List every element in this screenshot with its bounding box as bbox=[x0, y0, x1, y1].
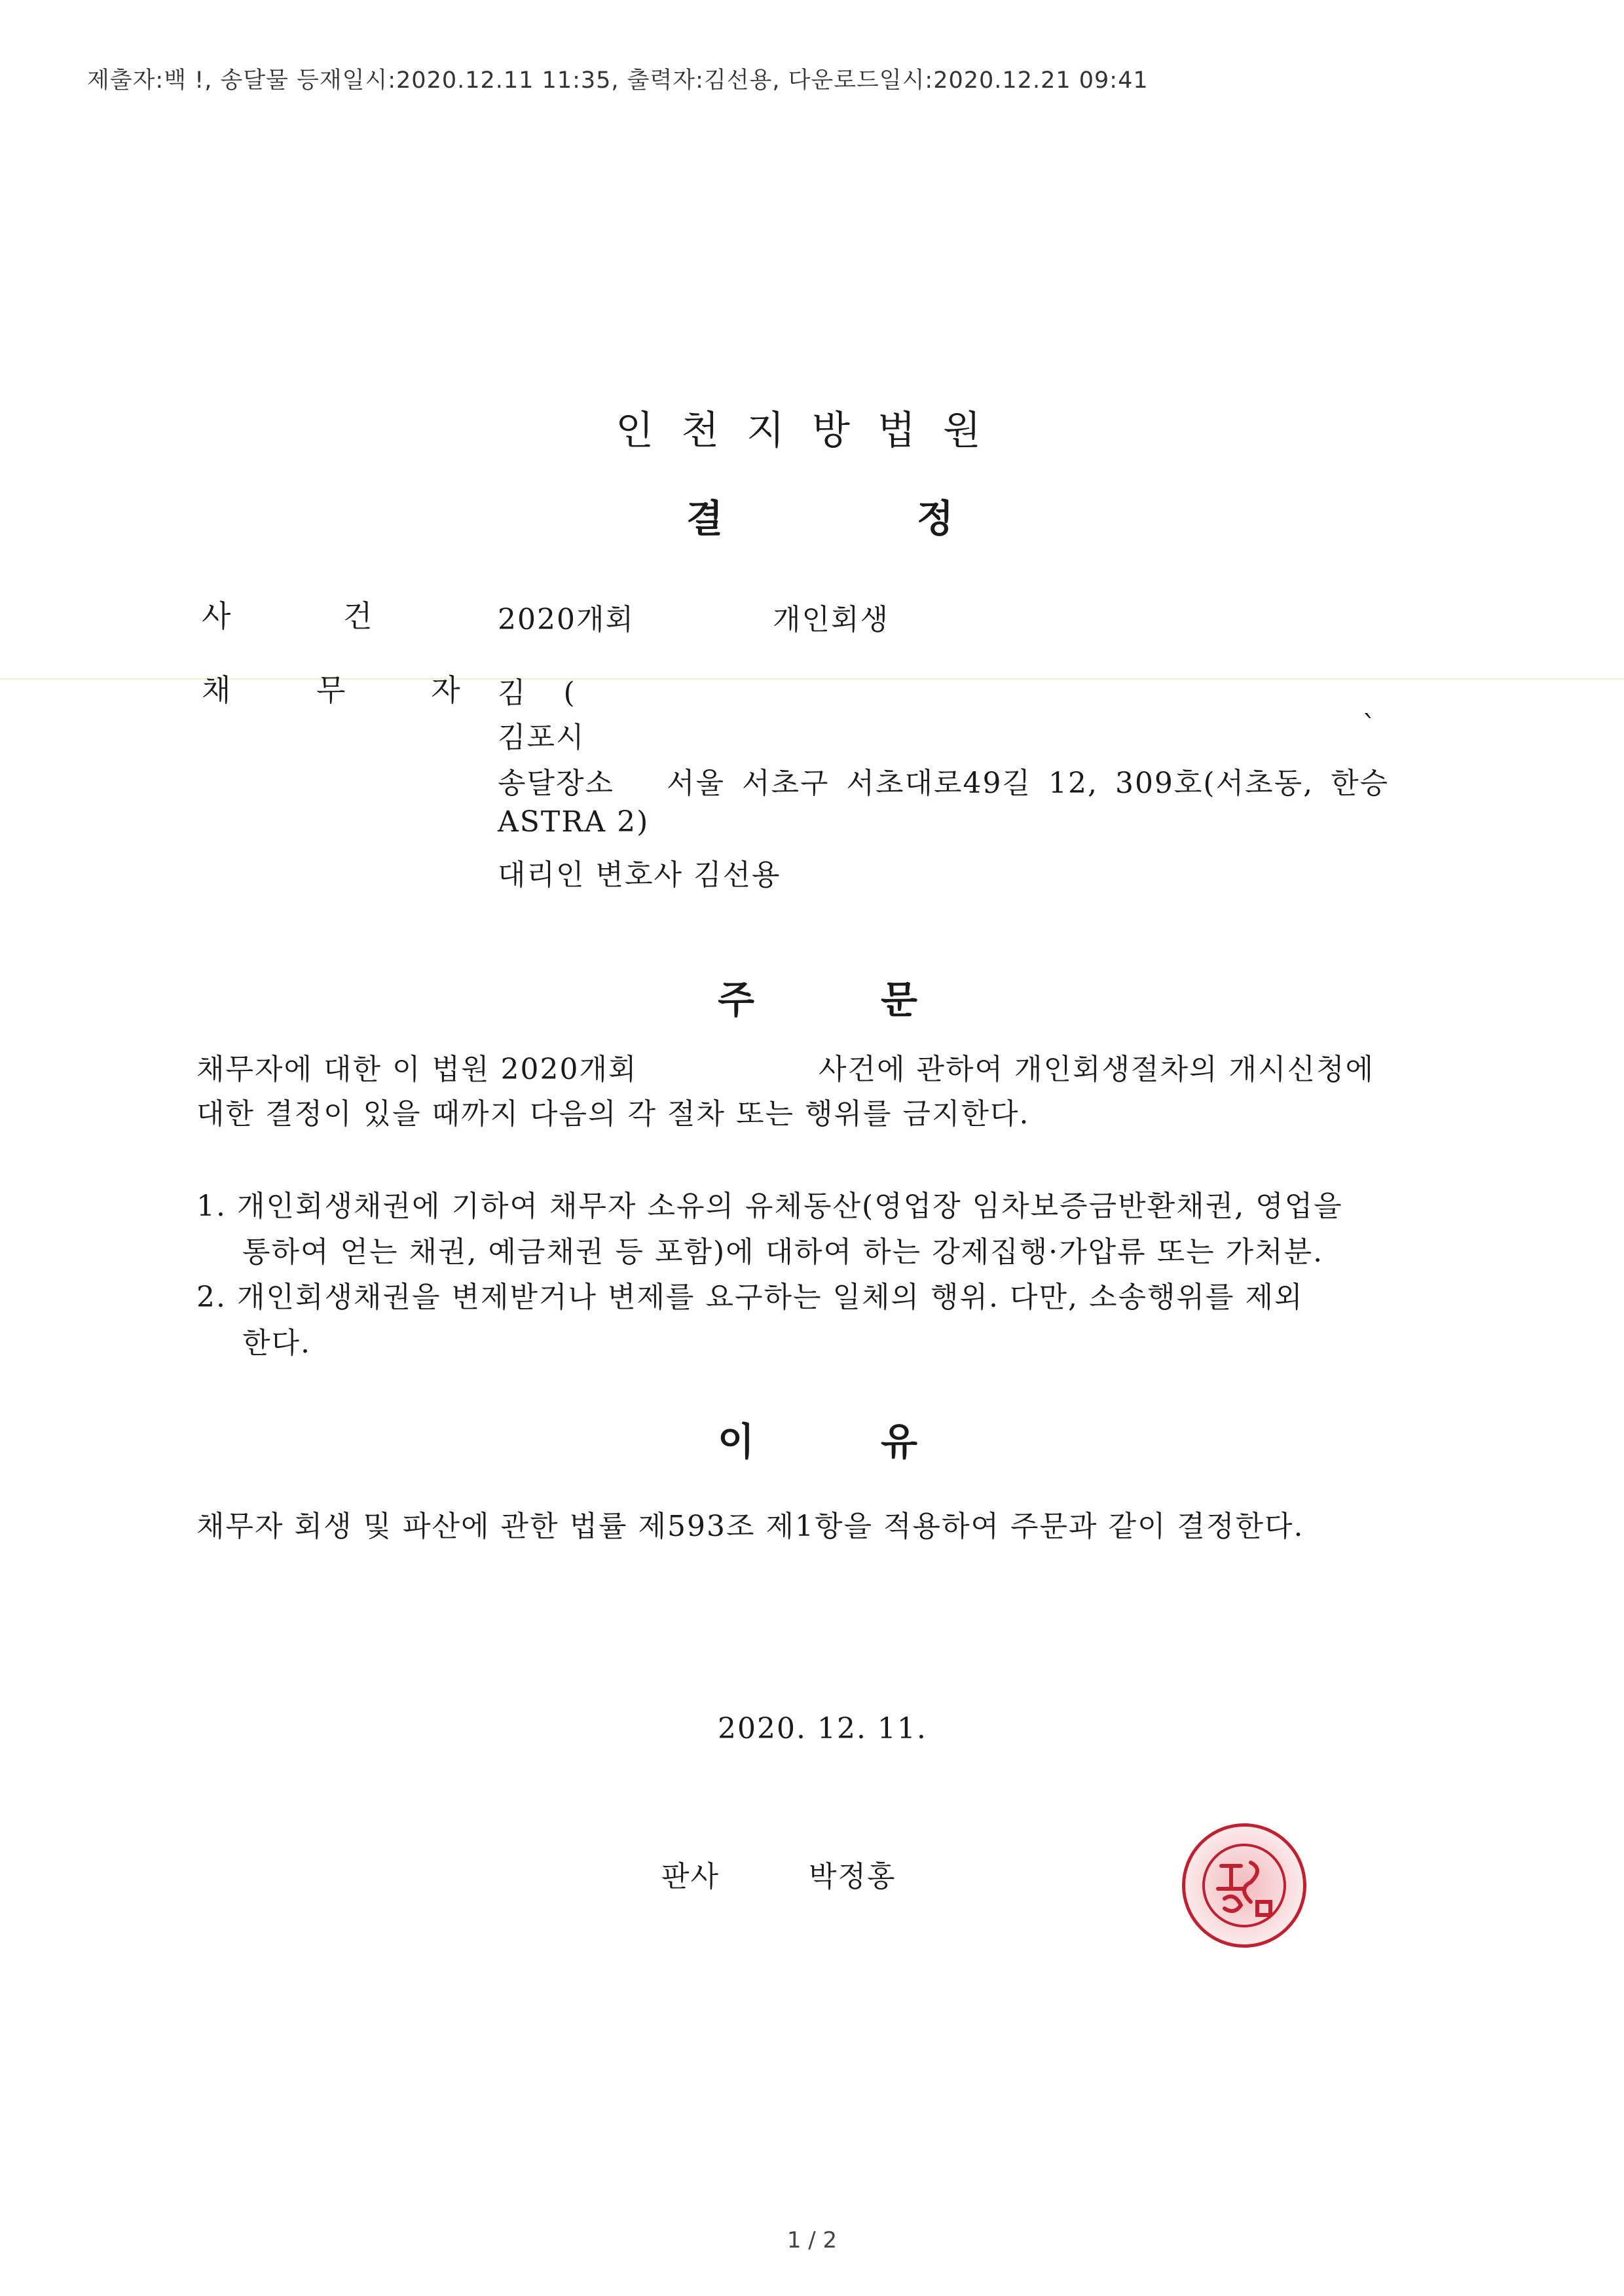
doc-title-right: 정 bbox=[917, 496, 954, 541]
submission-header: 제출자:백 !, 송달물 등재일시:2020.12.11 11:35, 출력자:김선용, 다운로드일시:2020.12.21 09:41 bbox=[87, 67, 1149, 94]
order-heading-right: 문 bbox=[881, 977, 918, 1022]
delivery-address-line1: 서울 서초구 서초대로49길 12, 309호(서초동, 한승 bbox=[667, 767, 1390, 800]
debtor-agent: 대리인 변호사 김선용 bbox=[498, 858, 781, 892]
judge-title: 판사 bbox=[661, 1860, 720, 1893]
reason-heading-left: 이 bbox=[718, 1419, 755, 1464]
official-seal-icon bbox=[1182, 1823, 1306, 1948]
seal-glyph-icon bbox=[1195, 1836, 1293, 1935]
debtor-address-mark: ` bbox=[1362, 710, 1378, 743]
order-item1-line1: 1. 개인회생채권에 기하여 채무자 소유의 유체동산(영업장 임차보증금반환채권, 영업을 bbox=[196, 1190, 1343, 1223]
case-label-1: 사 bbox=[202, 598, 231, 634]
debtor-name: 김 ( bbox=[498, 676, 576, 710]
court-name: 인천지방법원 bbox=[616, 408, 1008, 454]
order-item2-line1: 2. 개인회생채권을 변제받거나 변제를 요구하는 일체의 행위. 다만, 소송행위를 제외 bbox=[196, 1281, 1304, 1314]
decision-date: 2020. 12. 11. bbox=[718, 1712, 927, 1745]
reason-heading-right: 유 bbox=[881, 1419, 918, 1464]
debtor-label: 채 무 자 bbox=[202, 672, 498, 708]
case-label-2: 건 bbox=[343, 598, 373, 634]
order-item1-line2: 통하여 얻는 채권, 예금채권 등 포함)에 대하여 하는 강제집행·가압류 또는 가처분. bbox=[242, 1235, 1324, 1269]
case-number: 2020개회 bbox=[498, 603, 635, 636]
reason-text: 채무자 회생 및 파산에 관한 법률 제593조 제1항을 적용하여 주문과 같이 결정한다. bbox=[196, 1510, 1304, 1543]
judge-name: 박정홍 bbox=[809, 1860, 896, 1893]
doc-title-left: 결 bbox=[686, 496, 724, 541]
order-intro-line1-b: 사건에 관하여 개인회생절차의 개시신청에 bbox=[819, 1053, 1375, 1086]
delivery-address-line2: ASTRA 2) bbox=[498, 805, 650, 839]
order-heading-left: 주 bbox=[718, 977, 755, 1022]
order-intro-line2: 대한 결정이 있을 때까지 다음의 각 절차 또는 행위를 금지한다. bbox=[196, 1097, 1030, 1131]
page-number: 1 / 2 bbox=[786, 2227, 838, 2253]
order-item2-line2: 한다. bbox=[242, 1326, 311, 1360]
debtor-address: 김포시 bbox=[498, 721, 585, 754]
delivery-label: 송달장소 bbox=[498, 767, 615, 800]
case-name: 개인회생 bbox=[773, 603, 890, 636]
order-intro-line1-a: 채무자에 대한 이 법원 2020개회 bbox=[196, 1053, 638, 1086]
